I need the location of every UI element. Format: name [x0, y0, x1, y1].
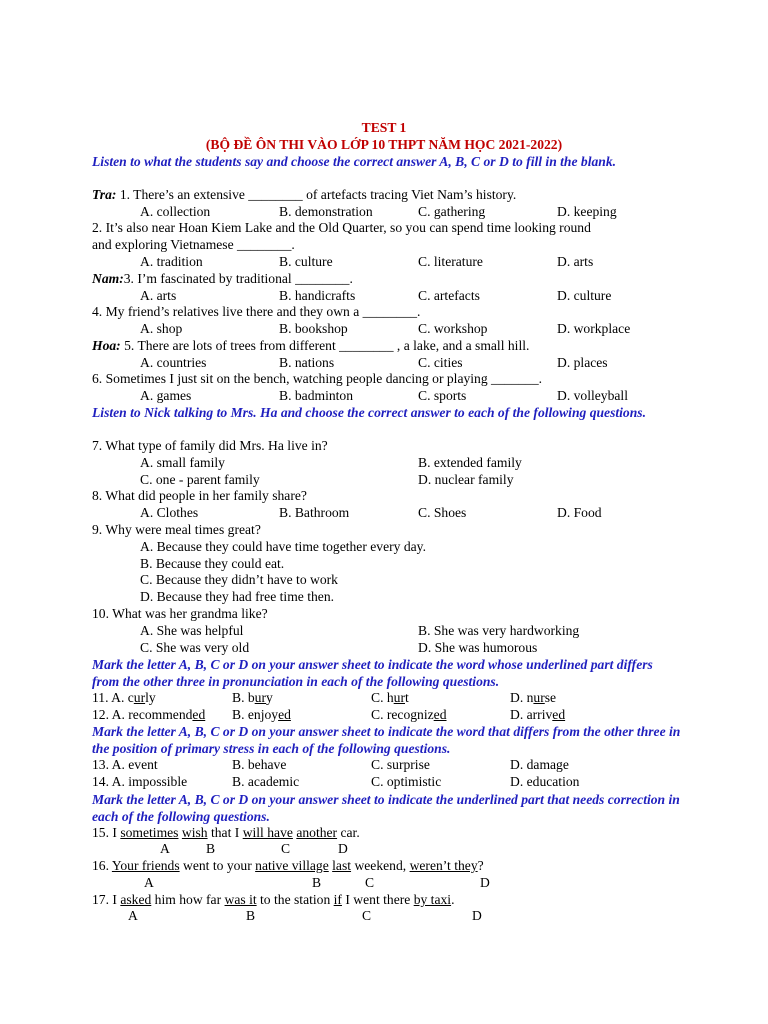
letter-d: D — [472, 908, 482, 923]
text-segment: se — [544, 690, 557, 705]
text-segment: ly — [145, 690, 156, 705]
option-b: B. She was very hardworking — [418, 623, 580, 638]
underlined-part: ed — [278, 707, 291, 722]
letter-d: D — [338, 841, 348, 856]
option-c: C. sports — [418, 388, 467, 403]
text-segment: . — [451, 892, 455, 907]
text-segment: weekend, — [351, 858, 410, 873]
underlined-part: ed — [192, 707, 206, 722]
text-segment: t — [405, 690, 409, 705]
section-2-instruction: Listen to Nick talking to Mrs. Ha and choose the correct answer to each of the following questions. — [92, 405, 646, 420]
underlined-part: asked — [120, 892, 152, 907]
option-a: A. shop — [140, 321, 183, 336]
option-d — [510, 707, 565, 723]
underlined-part: ed — [433, 707, 447, 722]
option-b: B. behave — [232, 757, 287, 772]
option-c: C. Shoes — [418, 505, 467, 520]
underlined-part: weren’t they — [409, 858, 478, 873]
letter-b: B — [206, 841, 216, 856]
letter-a: A — [144, 875, 154, 890]
option-a — [92, 690, 156, 706]
option-b: B. bookshop — [279, 321, 348, 336]
option-d — [510, 690, 556, 706]
option-d: D. She was humorous — [418, 640, 538, 655]
letter-c: C — [365, 875, 375, 890]
underlined-part: ur — [254, 690, 266, 705]
question-9: 9. Why were meal times great? — [92, 522, 261, 537]
underlined-part: by taxi — [413, 892, 452, 907]
option-d: D. damage — [510, 757, 569, 772]
speaker-label: Hoa: — [92, 338, 121, 353]
option-c: C. cities — [418, 355, 463, 370]
text-segment: car. — [337, 825, 360, 840]
letter-a: A — [160, 841, 170, 856]
option-a: A. She was helpful — [140, 623, 244, 638]
text-segment: went to your — [179, 858, 256, 873]
option-c: C. workshop — [418, 321, 488, 336]
letter-c: C — [362, 908, 372, 923]
option-a: A. Clothes — [140, 505, 199, 520]
question-4: 4. My friend’s relatives live there and they own a ________. — [92, 304, 421, 319]
question-2-line-1: 2. It’s also near Hoan Kiem Lake and the Old Quarter, so you can spend time looking round — [92, 220, 591, 235]
option-c — [371, 690, 409, 706]
option-d: D. places — [557, 355, 608, 370]
question-1 — [92, 187, 516, 203]
text-segment: 17. I — [92, 892, 121, 907]
section-4-instruction: Mark the letter A, B, C or D on your answer sheet to indicate the word that differs from the other three in the position of primary stress in each of the following questions. — [92, 724, 681, 756]
option-d: D. keeping — [557, 204, 617, 219]
question-15 — [92, 825, 360, 841]
option-b — [232, 690, 273, 706]
question-text: 5. There are lots of trees from different ________ , a lake, and a small hill. — [124, 338, 530, 353]
option-b: B. culture — [279, 254, 333, 269]
underlined-part: was it — [224, 892, 257, 907]
question-17 — [92, 892, 454, 908]
underlined-part: sometimes — [120, 825, 179, 840]
option-a: A. tradition — [140, 254, 203, 269]
underlined-part: Your friends — [111, 858, 180, 873]
question-text: 1. There’s an extensive ________ of artefacts tracing Viet Nam’s history. — [119, 187, 517, 202]
option-d: D. workplace — [557, 321, 631, 336]
underlined-part: native village — [255, 858, 329, 873]
option-c: C. surprise — [371, 757, 430, 772]
text-segment: to the station — [256, 892, 334, 907]
option-c: C. optimistic — [371, 774, 442, 789]
underlined-part: ur — [393, 690, 405, 705]
underlined-part: last — [332, 858, 352, 873]
question-10: 10. What was her grandma like? — [92, 606, 268, 621]
question-text: 3. I’m fascinated by traditional ________. — [123, 271, 353, 286]
question-3 — [92, 271, 353, 287]
option-b: B. badminton — [279, 388, 354, 403]
underlined-part: ur — [533, 690, 545, 705]
option-c: C. gathering — [418, 204, 486, 219]
text-segment: 15. I — [92, 825, 121, 840]
text-segment: 12. A. recommend — [92, 707, 193, 722]
option-b: B. demonstration — [279, 204, 373, 219]
option-d: D. arts — [557, 254, 594, 269]
text-segment: 16. — [92, 858, 112, 873]
text-segment: 11. A. c — [92, 690, 134, 705]
text-segment: that I — [207, 825, 243, 840]
letter-d: D — [480, 875, 490, 890]
option-a: A. Because they could have time together every day. — [140, 539, 426, 554]
option-d: D. nuclear family — [418, 472, 514, 487]
option-d: D. Food — [557, 505, 602, 520]
section-5-instruction: Mark the letter A, B, C or D on your answer sheet to indicate the underlined part that needs correction in each of the following questions. — [92, 792, 680, 824]
text-segment: y — [266, 690, 273, 705]
speaker-label: Tra: — [92, 187, 117, 202]
letter-c: C — [281, 841, 291, 856]
underlined-part: ur — [133, 690, 146, 705]
option-d: D. culture — [557, 288, 612, 303]
text-segment: D. arriv — [510, 707, 553, 722]
text-segment: I went there — [341, 892, 414, 907]
option-d: D. Because they had free time then. — [140, 589, 335, 604]
letter-b: B — [312, 875, 322, 890]
question-8: 8. What did people in her family share? — [92, 488, 307, 503]
text-segment: him how far — [151, 892, 225, 907]
option-b: B. Because they could eat. — [140, 556, 285, 571]
option-a: A. games — [140, 388, 192, 403]
section-1-instruction: Listen to what the students say and choose the correct answer A, B, C or D to fill in the blank. — [92, 154, 617, 169]
option-c: C. She was very old — [140, 640, 250, 655]
option-c — [371, 707, 447, 723]
section-3-instruction: Mark the letter A, B, C or D on your answer sheet to indicate the word whose underlined part differs from the other three in pronunciation in each of the following questions. — [92, 657, 653, 689]
option-d: D. education — [510, 774, 580, 789]
question-5 — [92, 338, 529, 354]
option-a: A. countries — [140, 355, 207, 370]
question-2-line-2: and exploring Vietnamese ________. — [92, 237, 295, 252]
text-segment: B. b — [232, 690, 255, 705]
page-subtitle: (BỘ ĐỀ ÔN THI VÀO LỚP 10 THPT NĂM HỌC 2021-2022) — [205, 137, 563, 152]
option-a: A. arts — [140, 288, 177, 303]
text-segment: D. n — [510, 690, 534, 705]
letter-b: B — [246, 908, 256, 923]
question-7: 7. What type of family did Mrs. Ha live in? — [92, 438, 328, 453]
text-segment: B. enjoy — [232, 707, 279, 722]
letter-a: A — [128, 908, 138, 923]
page-title: TEST 1 — [361, 120, 407, 135]
underlined-part: if — [333, 892, 342, 907]
underlined-part: will have — [242, 825, 293, 840]
question-16 — [92, 858, 484, 874]
option-c: C. artefacts — [418, 288, 480, 303]
option-a: 14. A. impossible — [92, 774, 188, 789]
option-a — [92, 707, 205, 723]
option-b: B. academic — [232, 774, 300, 789]
option-b: B. handicrafts — [279, 288, 356, 303]
option-c: C. literature — [418, 254, 483, 269]
underlined-part: ed — [552, 707, 566, 722]
option-c: C. one - parent family — [140, 472, 260, 487]
text-segment: C. h — [371, 690, 394, 705]
speaker-label: Nam: — [92, 271, 124, 286]
option-c: C. Because they didn’t have to work — [140, 572, 338, 587]
option-b: B. Bathroom — [279, 505, 350, 520]
option-b: B. extended family — [418, 455, 522, 470]
underlined-part: another — [296, 825, 338, 840]
question-6: 6. Sometimes I just sit on the bench, watching people dancing or playing _______. — [92, 371, 543, 386]
option-a: 13. A. event — [92, 757, 158, 772]
text-segment: C. recogniz — [371, 707, 434, 722]
option-a: A. collection — [140, 204, 211, 219]
option-b — [232, 707, 291, 723]
text-segment: ? — [477, 858, 484, 873]
option-b: B. nations — [279, 355, 335, 370]
option-d: D. volleyball — [557, 388, 628, 403]
underlined-part: wish — [181, 825, 208, 840]
option-a: A. small family — [140, 455, 225, 470]
